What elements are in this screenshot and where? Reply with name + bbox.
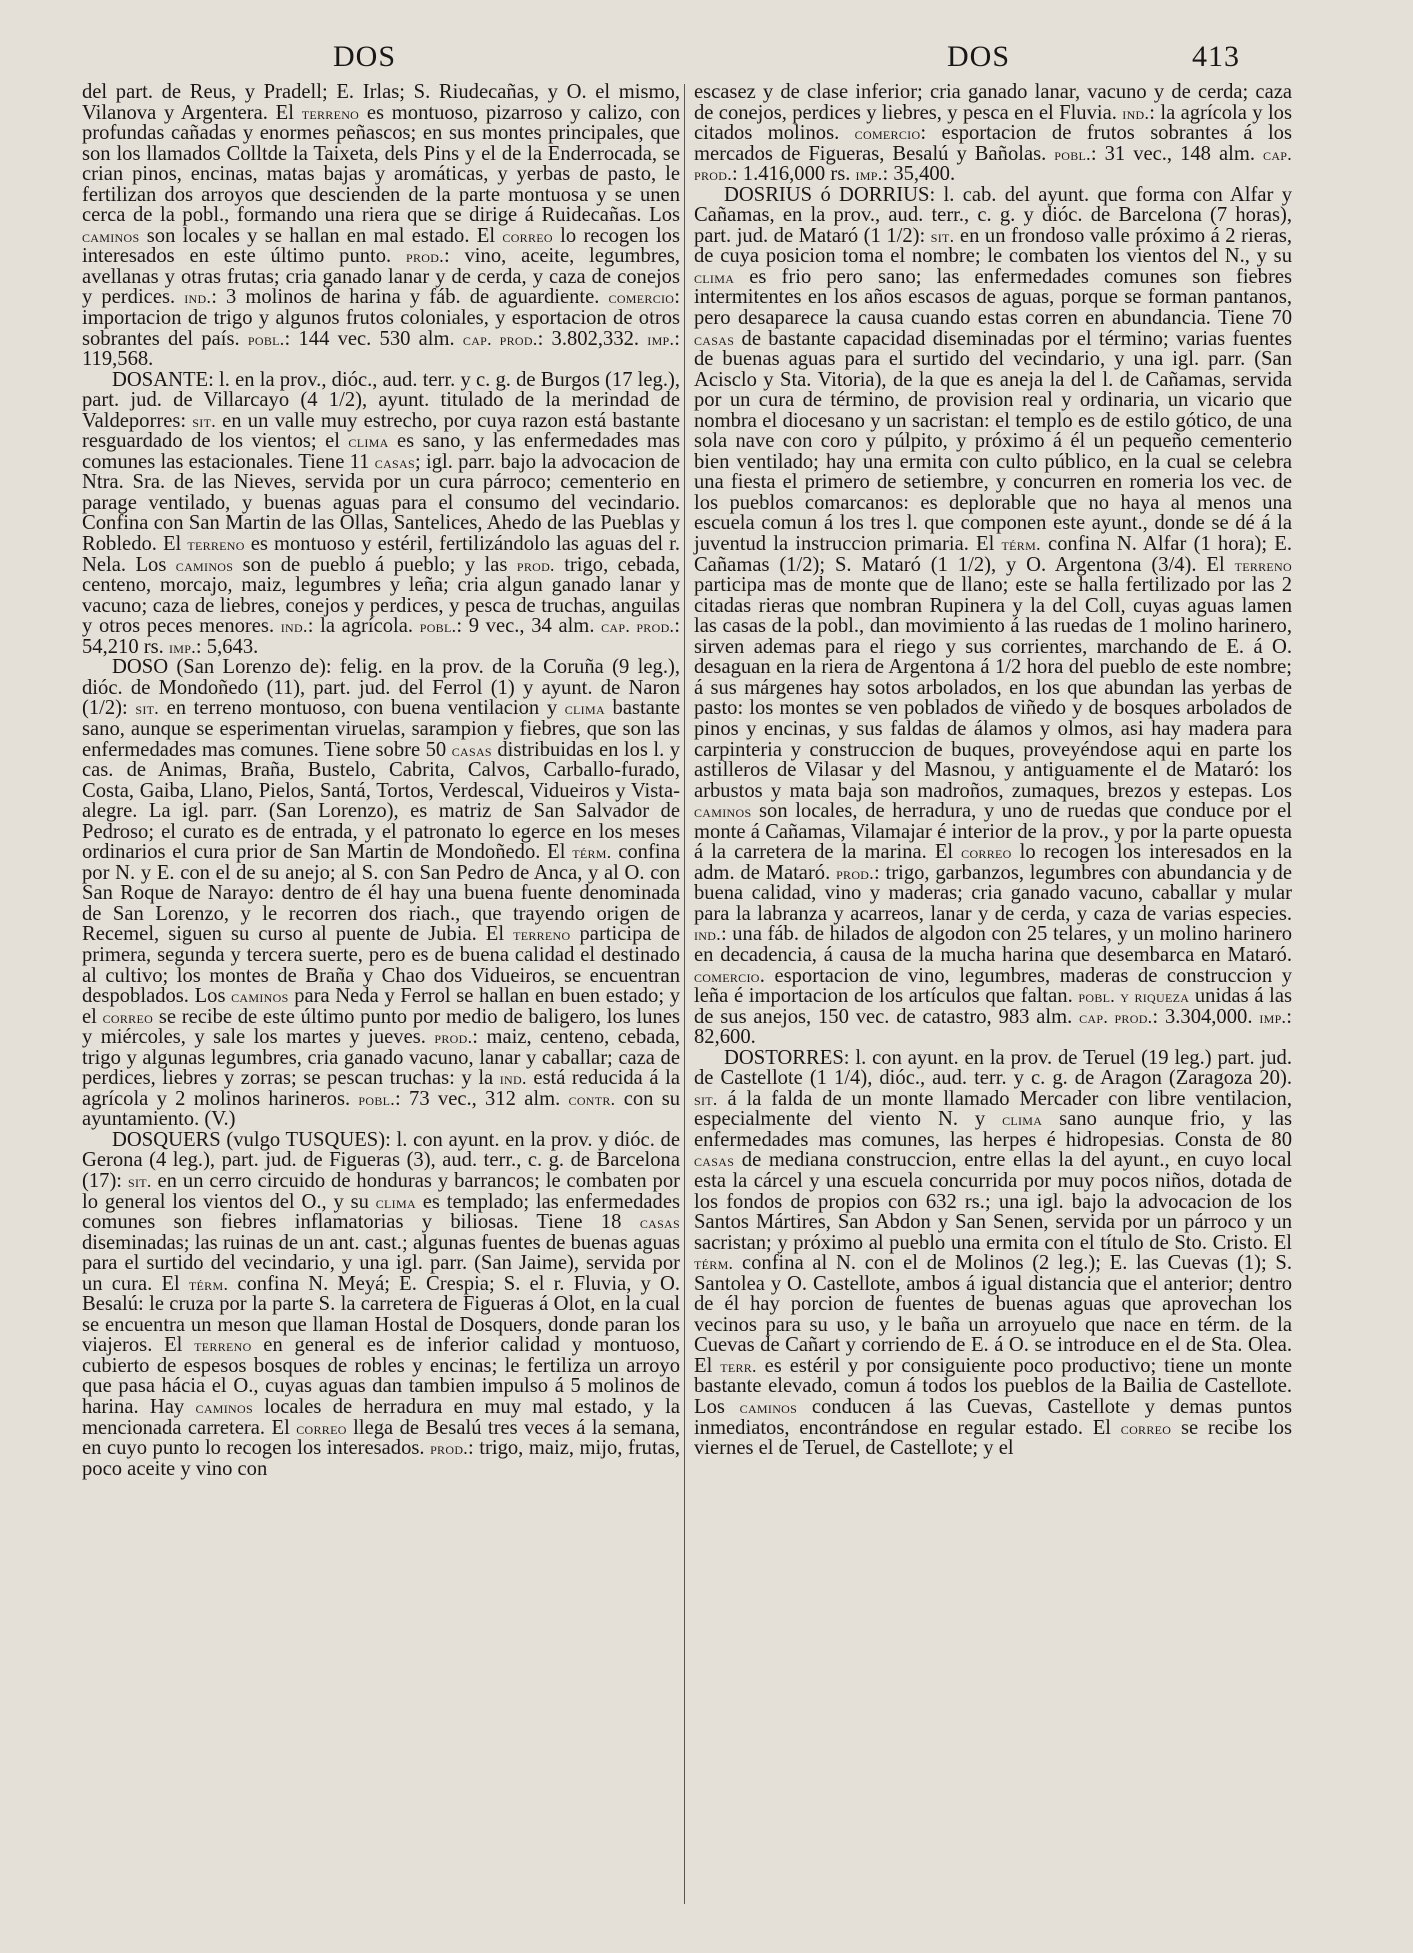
entry-text: participa de primera, segunda y tercera suerte, pero es de buena calidad el destinado al cultivo; los montes de Braña y Chao dos Vidueiros, se encuentran despoblados. Los	[82, 923, 680, 1008]
running-head-right: DOS	[947, 40, 1011, 73]
entry-text: : 5,643.	[195, 635, 259, 658]
entry-continuation	[694, 82, 1292, 185]
section-label: imp.	[647, 328, 675, 349]
entry-text: son locales, de herradura, y uno de ruedas que conduce por el monte á Cañamas, Vilamajar é interior de la prov., y por la parte opuesta á la carretera de la marina. El	[694, 800, 1292, 864]
section-label: cap. prod.	[601, 616, 675, 637]
left-column	[82, 82, 680, 1479]
section-label: pobl.	[247, 328, 285, 349]
entry-text: participa mas de monte que de llano; este se halla fertilizado por las 2 citadas rieras que nombran Rupinera y la del Coll, cuyas aguas lamen las casas de la pobl., dan movimiento á las ruedas de 1 molino harinero, sirven ademas para el riego y sus corrientes, marchando de E. á O. desaguan en la riera de Argentona á 1/2 hora del pueblo de este nombre; á sus márgenes hay sotos arbolados, en los que abundan las yerbas de pasto: los montes se ven poblados de viñedo y de bosques arbolados de pinos y encinas, y sus faldas de álamos y olmos, asi hay madera para carpinteria y construccion de buques, proveyéndose aqui en parte los astilleros de Vilasar y del Masnou, y antiguamente el de Mataró: los arbustos y mata baja son madroños, zumaques, brezos y estepas. Los	[694, 574, 1292, 802]
entry-text: : 35,400.	[882, 163, 956, 186]
entry-text: bastante sano, aunque se esperimentan viruelas, sarampion y fiebres, que son las enfermedades mas comunes. Tiene sobre 50	[82, 697, 681, 761]
section-label: imp.	[1259, 1006, 1287, 1027]
entry-text: : 144 vec. 530 alm.	[284, 327, 463, 350]
entry-text: se recibe de este último punto por medio de baligero, los lunes y miércoles, y sale los martes y jueves.	[82, 1005, 680, 1049]
entry-headword: DOSTORRES	[724, 1046, 844, 1069]
entry-text: es estéril y por consiguiente poco productivo; tiene un monte bastante elevado, comun á todos los pueblos de la Bailia de Castellote. Los	[694, 1354, 1292, 1418]
page-number: 413	[1192, 40, 1240, 73]
section-label: correo	[102, 1006, 154, 1027]
entry-text: : felig. en la prov. de la Coruña (9 leg.), dióc. de Mondoñedo (11), part. jud. del Ferrol (1) y ayunt. de Naron (1/2):	[82, 656, 680, 720]
dictionary-entry	[694, 185, 1292, 1048]
section-label: sit.	[694, 1088, 718, 1109]
entry-headword: DOSANTE	[112, 368, 209, 391]
entry-text: confina N. Alfar (1 hora); E. Cañamas (1/2); S. Mataró (1 1/2), y O. Argentona (3/4). El	[694, 533, 1292, 576]
section-label: ind.	[184, 287, 212, 308]
section-label: térm.	[572, 842, 612, 863]
column-divider	[684, 84, 685, 1904]
entry-text: llega de Besalú tres veces á la semana, en cuyo punto lo recogen los interesados.	[82, 1416, 680, 1460]
section-label: terreno	[187, 534, 245, 555]
entry-text: : l. con ayunt. en la prov. de Teruel (19 leg.) part. jud. de Castellote (1 1/4), dióc., aud. terr. y c. g. de Aragon (Zaragoza 20).	[694, 1046, 1292, 1090]
section-label: caminos	[195, 1397, 253, 1417]
entry-text: es montuoso y estéril, fertilizándolo las aguas del r. Nela. Los	[82, 533, 680, 576]
entry-text: : maiz, centeno, cebada, trigo y algunas legumbres, cria ganado vacuno, lanar y caballar; caza de perdices, liebres y zorras; se pescan truchas: y la	[82, 1026, 681, 1090]
entry-text: locales de herradura en muy mal estado, y la mencionada carretera. El	[82, 1396, 680, 1439]
section-label: casas	[694, 328, 735, 349]
section-label: caminos	[739, 1397, 798, 1417]
section-label: correo	[296, 1417, 347, 1438]
entry-text: conducen á las Cuevas, Castellote y demas puntos inmediatos, encontrándose en regular estado. El	[694, 1396, 1292, 1439]
section-label: comercio	[694, 965, 760, 986]
entry-text: lo recogen los interesados en la adm. de Mataró.	[694, 841, 1292, 884]
section-label: pobl. y riqueza	[1078, 986, 1190, 1007]
entry-text: confina N. Meyá; E. Crespia; S. el r. Fluvia, y O. Besalú: le cruza por la parte S. la carretera de Figueras á Olot, en la cual se encuentra un meson que llaman Hostal de Dosquers, donde paran los viajeros. El	[82, 1272, 680, 1357]
section-label: térm.	[694, 1253, 734, 1274]
section-label: sit.	[127, 1170, 152, 1191]
section-label: térm.	[188, 1273, 229, 1294]
section-label: cap. prod.	[462, 328, 538, 349]
running-head	[0, 40, 1413, 80]
section-label: terr.	[720, 1355, 757, 1376]
section-label: terreno	[301, 102, 360, 123]
section-label: terreno	[513, 924, 571, 945]
entry-text: : 73 vec., 312 alm.	[395, 1087, 569, 1110]
entry-text: en un frondoso valle próximo á 2 rieras, de cuya posicion toma el nombre; le combaten los vientos del N., y su	[694, 224, 1292, 268]
entry-text: : l. con ayunt. en la prov. y dióc. de Gerona (4 leg.), part. jud. de Figueras (3), aud. terr., c. g. de Barcelona (17):	[82, 1128, 680, 1192]
entry-text: son locales y se hallan en mal estado. El	[139, 224, 503, 247]
section-label: sit.	[192, 410, 216, 431]
section-label: caminos	[231, 986, 289, 1007]
section-label: pobl.	[1054, 143, 1091, 164]
entry-text: : l. en la prov., dióc., aud. terr. y c. g. de Burgos (17 leg.), part. jud. de Villarcayo (4 1/2), ayunt. titulado de la merindad de Valdeporres:	[82, 368, 680, 432]
section-label: prod.	[406, 246, 444, 267]
entry-text: trigo, cebada, centeno, morcajo, maiz, legumbres y leña; cria algun ganado lanar y vacuno; caza de liebres, conejos y perdices, y pesca de truchas, anguilas y otros peces menores.	[82, 553, 680, 638]
entry-text: del part. de Reus, y Pradell; E. Irlas; S. Riudecañas, y O. el mismo, Vilanova y Argentera. El	[82, 81, 680, 124]
section-label: térm.	[1001, 534, 1041, 555]
entry-text: . esportacion de vino, legumbres, maderas de construccion y leña é importacion de los artículos que faltan.	[694, 964, 1292, 1008]
entry-text: : 82,600.	[694, 1005, 1293, 1049]
entry-text: es sano, y las enfermedades mas comunes las estacionales. Tiene 11	[82, 430, 680, 473]
entry-text: : 9 vec., 34 alm.	[456, 615, 602, 638]
section-label: comercio	[854, 123, 921, 144]
section-label: terreno	[1234, 554, 1292, 575]
entry-text: ; igl. parr. bajo la advocacion de Ntra. Sra. de las Nieves, servida por un cura párroco; cementerio en parage ventilado, y buenas aguas para el consumo del vecindario. Confina con San Martin de las Ollas, Santelices, Ahedo de las Pueblas y Robledo. El	[82, 450, 680, 556]
entry-text: : l. cab. del ayunt. que forma con Alfar y Cañamas, en la prov., aud. terr., c. g. y dióc. de Barcelona (7 horas), part. jud. de Mataró (1 1/2):	[694, 183, 1292, 247]
dictionary-entry	[694, 1048, 1292, 1459]
section-label: casas	[374, 451, 415, 472]
entry-text: : esportacion de frutos sobrantes á los mercados de Figueras, Besalú y Bañolas.	[694, 122, 1292, 165]
dictionary-entry	[82, 657, 680, 1130]
running-head-left: DOS	[333, 40, 397, 73]
entry-text: : trigo, maiz, mijo, frutas, poco aceite y vino con	[82, 1437, 680, 1480]
right-column	[694, 82, 1292, 1459]
dictionary-entry	[82, 370, 680, 658]
section-label: ind.	[1122, 102, 1150, 123]
section-label: correo	[1120, 1417, 1172, 1438]
entry-text: lo recogen los interesados en este último punto.	[82, 224, 680, 268]
entry-text: con su ayuntamiento. (V.)	[82, 1087, 681, 1131]
entry-text: : la agrícola.	[307, 615, 420, 638]
entry-text: en un valle muy estrecho, por cuya razon está bastante resguardado de los vientos; el	[82, 409, 680, 453]
entry-text: de mediana construccion, entre ellas la del ayunt., en cuyo local esta la cárcel y una escuela concurrida por muy pocos niños, dotada de los fondos de propios con 632 rs.; una igl. bajo la advocacion de los Santos Mártires, San Abdon y San Senen, servida por un párroco y un sacristan; y próximo al pueblo una ermita con el título de Sto. Cristo. El	[694, 1149, 1292, 1254]
section-label: caminos	[82, 225, 140, 246]
entry-text: son de pueblo á pueblo; y las	[233, 553, 517, 576]
section-label: casas	[639, 1212, 680, 1233]
section-label: cap. prod.	[1079, 1006, 1153, 1027]
section-label: terreno	[194, 1335, 252, 1356]
section-label: imp.	[855, 164, 883, 185]
entry-text: : 1.416,000 rs.	[731, 163, 856, 186]
entry-text: á la falda de un monte llamado Mercader con libre ventilacion, especialmente del viento N. y	[694, 1087, 1292, 1131]
section-label: clima	[1002, 1109, 1043, 1130]
entry-headword: DOSQUERS (vulgo TUSQUES)	[112, 1128, 386, 1151]
entry-text: en general es de inferior calidad y montuoso, cubierto de espesos bosques de robles y encinas; le fertiliza un arroyo que pasa hácia el O., cuyas aguas dan tambien impulso á 5 molinos de harina. Hay	[82, 1334, 680, 1418]
section-label: comercio	[608, 287, 675, 308]
entry-text: : la agrícola y los citados molinos.	[694, 101, 1292, 145]
entry-text: : 3 molinos de harina y fáb. de aguardiente.	[211, 286, 609, 309]
entry-text: distribuidas en los l. y cas. de Animas, Braña, Bustelo, Cabrita, Calvos, Carballo-furado, Costa, Gaiba, Llano, Pielos, Santá, Tortos, Verdescal, Vidueiros y Vista-alegre. La igl. parr. (San Lorenzo), es matriz de San Salvador de Pedroso; el curato es de entrada, y el patronato lo egerce en los meses ordinarios el cura prior de San Martin de Mondoñedo. El	[82, 738, 680, 864]
section-label: ind.	[499, 1068, 527, 1089]
section-label: clima	[375, 1191, 416, 1212]
section-label: ind.	[694, 924, 721, 945]
section-label: prod.	[836, 862, 874, 883]
entry-text: : 54,210 rs.	[82, 615, 680, 658]
entry-text: para Neda y Ferrol se hallan en buen estado; y el	[82, 985, 680, 1028]
entry-text: : una fáb. de hilados de algodon con 25 telares, y un molino harinero en decadencia, á causa de la mucha harina que desembarca en Mataró.	[694, 923, 1292, 966]
entry-text: es templado; las enfermedades comunes son fiebres inflamatorias y biliosas. Tiene 18	[82, 1190, 680, 1234]
entry-text: : 31 vec., 148 alm.	[1090, 142, 1264, 165]
section-label: clima	[348, 431, 389, 452]
entry-text: está reducida á la agrícola y 2 molinos harineros.	[82, 1067, 680, 1110]
section-label: pobl.	[419, 616, 457, 637]
entry-text: : 3.304,000.	[1152, 1005, 1260, 1028]
entry-text: escasez y de clase inferior; cria ganado lanar, vacuno y de cerda; caza de conejos, perdices y liebres, y pesca en el Fluvia.	[694, 81, 1292, 124]
entry-text: confina por N. y E. con el de su anejo; al S. con San Pedro de Anca, y al O. con San Roque de Narayo: dentro de él hay una buena fuente denominada de San Lorenzo, y le recorren dos riach., que trayendo origen de Recemel, siguen su curso al puente de Jubia. El	[82, 841, 680, 946]
section-label: prod.	[430, 1438, 469, 1459]
entry-text: : 119,568.	[82, 327, 680, 371]
entry-text: confina al N. con el de Molinos (2 leg.); E. las Cuevas (1); S. Santolea y O. Castellote, ambos á igual distancia que el anterior; dentro de él hay porcion de fuentes de buenas aguas que aprovechan los vecinos para su uso, y le baña un arroyuelo que nace en térm. de la Cuevas de Cañart y corriendo de E. á O. se introduce en el de Sta. Olea. El	[694, 1252, 1292, 1377]
entry-text: en terreno montuoso, con buena ventilacion y	[159, 697, 565, 720]
dictionary-entry	[82, 1130, 680, 1479]
entry-headword: DOSRIUS ó DORRIUS	[724, 183, 930, 206]
entry-text: unidas á las de sus anejos, 150 vec. de catastro, 983 alm.	[694, 985, 1292, 1028]
section-label: clima	[694, 266, 735, 287]
entry-text: es frio pero sano; las enfermedades comunes son fiebres intermitentes en los años escasos de aguas, porque se forman pantanos, pero desaparece la causa cuando estas corren en abundancia. Tiene 70	[694, 265, 1292, 330]
section-label: correo	[961, 842, 1012, 863]
section-label: casas	[451, 739, 492, 760]
entry-text: : vino, aceite, legumbres, avellanas y otras frutas; cria ganado lanar y de cerda, y caza de conejos y perdices.	[82, 245, 680, 309]
entry-headword: DOSO (San Lorenzo de)	[112, 656, 326, 679]
entry-text: diseminadas; las ruinas de un ant. cast.; algunas fuentes de buenas aguas para el surtido del vecindario, y una igl. parr. (San Jaime), servida por un cura. El	[82, 1231, 680, 1295]
section-label: pobl.	[358, 1088, 396, 1109]
section-label: prod.	[434, 1027, 473, 1048]
entry-text: de bastante capacidad diseminadas por el término; varias fuentes de buenas aguas para el surtido del vecindario, y una igl. parr. (San Acisclo y Sta. Vitoria), de la que es aneja la del l. de Cañamas, servida por un cura de término, de provision real y ordinaria, un vicario que nombra el diocesano y un sacristan: el templo es de estilo gótico, de una sola nave con coro y púlpito, y próximo á él un pequeño cementerio bien ventilado; hay una ermita con culto público, en la cual se celebra una fiesta el primero de setiembre, y concurren en romeria los vec. de los pueblos comarcanos: es deplorable que no haya al menos una escuela comun á los tres l. que componen este ayunt., donde se dé á la juventud la instruccion primaria. El	[694, 327, 1292, 556]
section-label: caminos	[694, 801, 752, 822]
section-label: correo	[502, 225, 553, 246]
section-label: imp.	[168, 636, 196, 657]
entry-text: sano aunque frio, y las enfermedades mas comunes, las herpes é hidropesias. Consta de 80	[694, 1108, 1293, 1151]
entry-text: en un cerro circuido de honduras y barrancos; le combaten por lo general los vientos del O., y su	[82, 1169, 680, 1213]
entry-text: : trigo, garbanzos, legumbres con abundancia y de buena calidad, vino y maderas; cria ganado vacuno, caballar y mular para la labranza y acarreos, lanar y de cerda, y caza de varias especies.	[694, 861, 1292, 925]
section-label: casas	[694, 1150, 735, 1171]
section-label: cap. prod.	[694, 143, 1292, 185]
section-label: contr.	[568, 1088, 616, 1109]
section-label: sit.	[930, 225, 955, 246]
entry-continuation	[82, 82, 680, 370]
entry-text: : importacion de trigo y algunos frutos coloniales, y esportacion de otros sobrantes del país.	[82, 286, 680, 350]
entry-text: : 3.802,332.	[537, 327, 648, 350]
section-label: caminos	[175, 554, 234, 575]
entry-text: es montuoso, pizarroso y calizo, con profundas cañadas y enormes peñascos; en sus montes principales, que son los llamados Colltde la Taixeta, dels Pins y el de la Enderrocada, se crian pinos, encinas, matas bajas y aromáticas, y yerbas de pasto, le fertilizan dos arroyos que descienden de la parte montuosa y se unen cerca de la pobl., formando una riera que se dirige á Ruidecañas. Los	[82, 101, 681, 227]
section-label: prod.	[516, 554, 555, 575]
section-label: sit.	[135, 698, 160, 719]
section-label: clima	[564, 698, 605, 719]
entry-text: se recibe los viernes el de Teruel, de Castellote; y el	[694, 1416, 1293, 1460]
section-label: ind.	[280, 616, 308, 637]
